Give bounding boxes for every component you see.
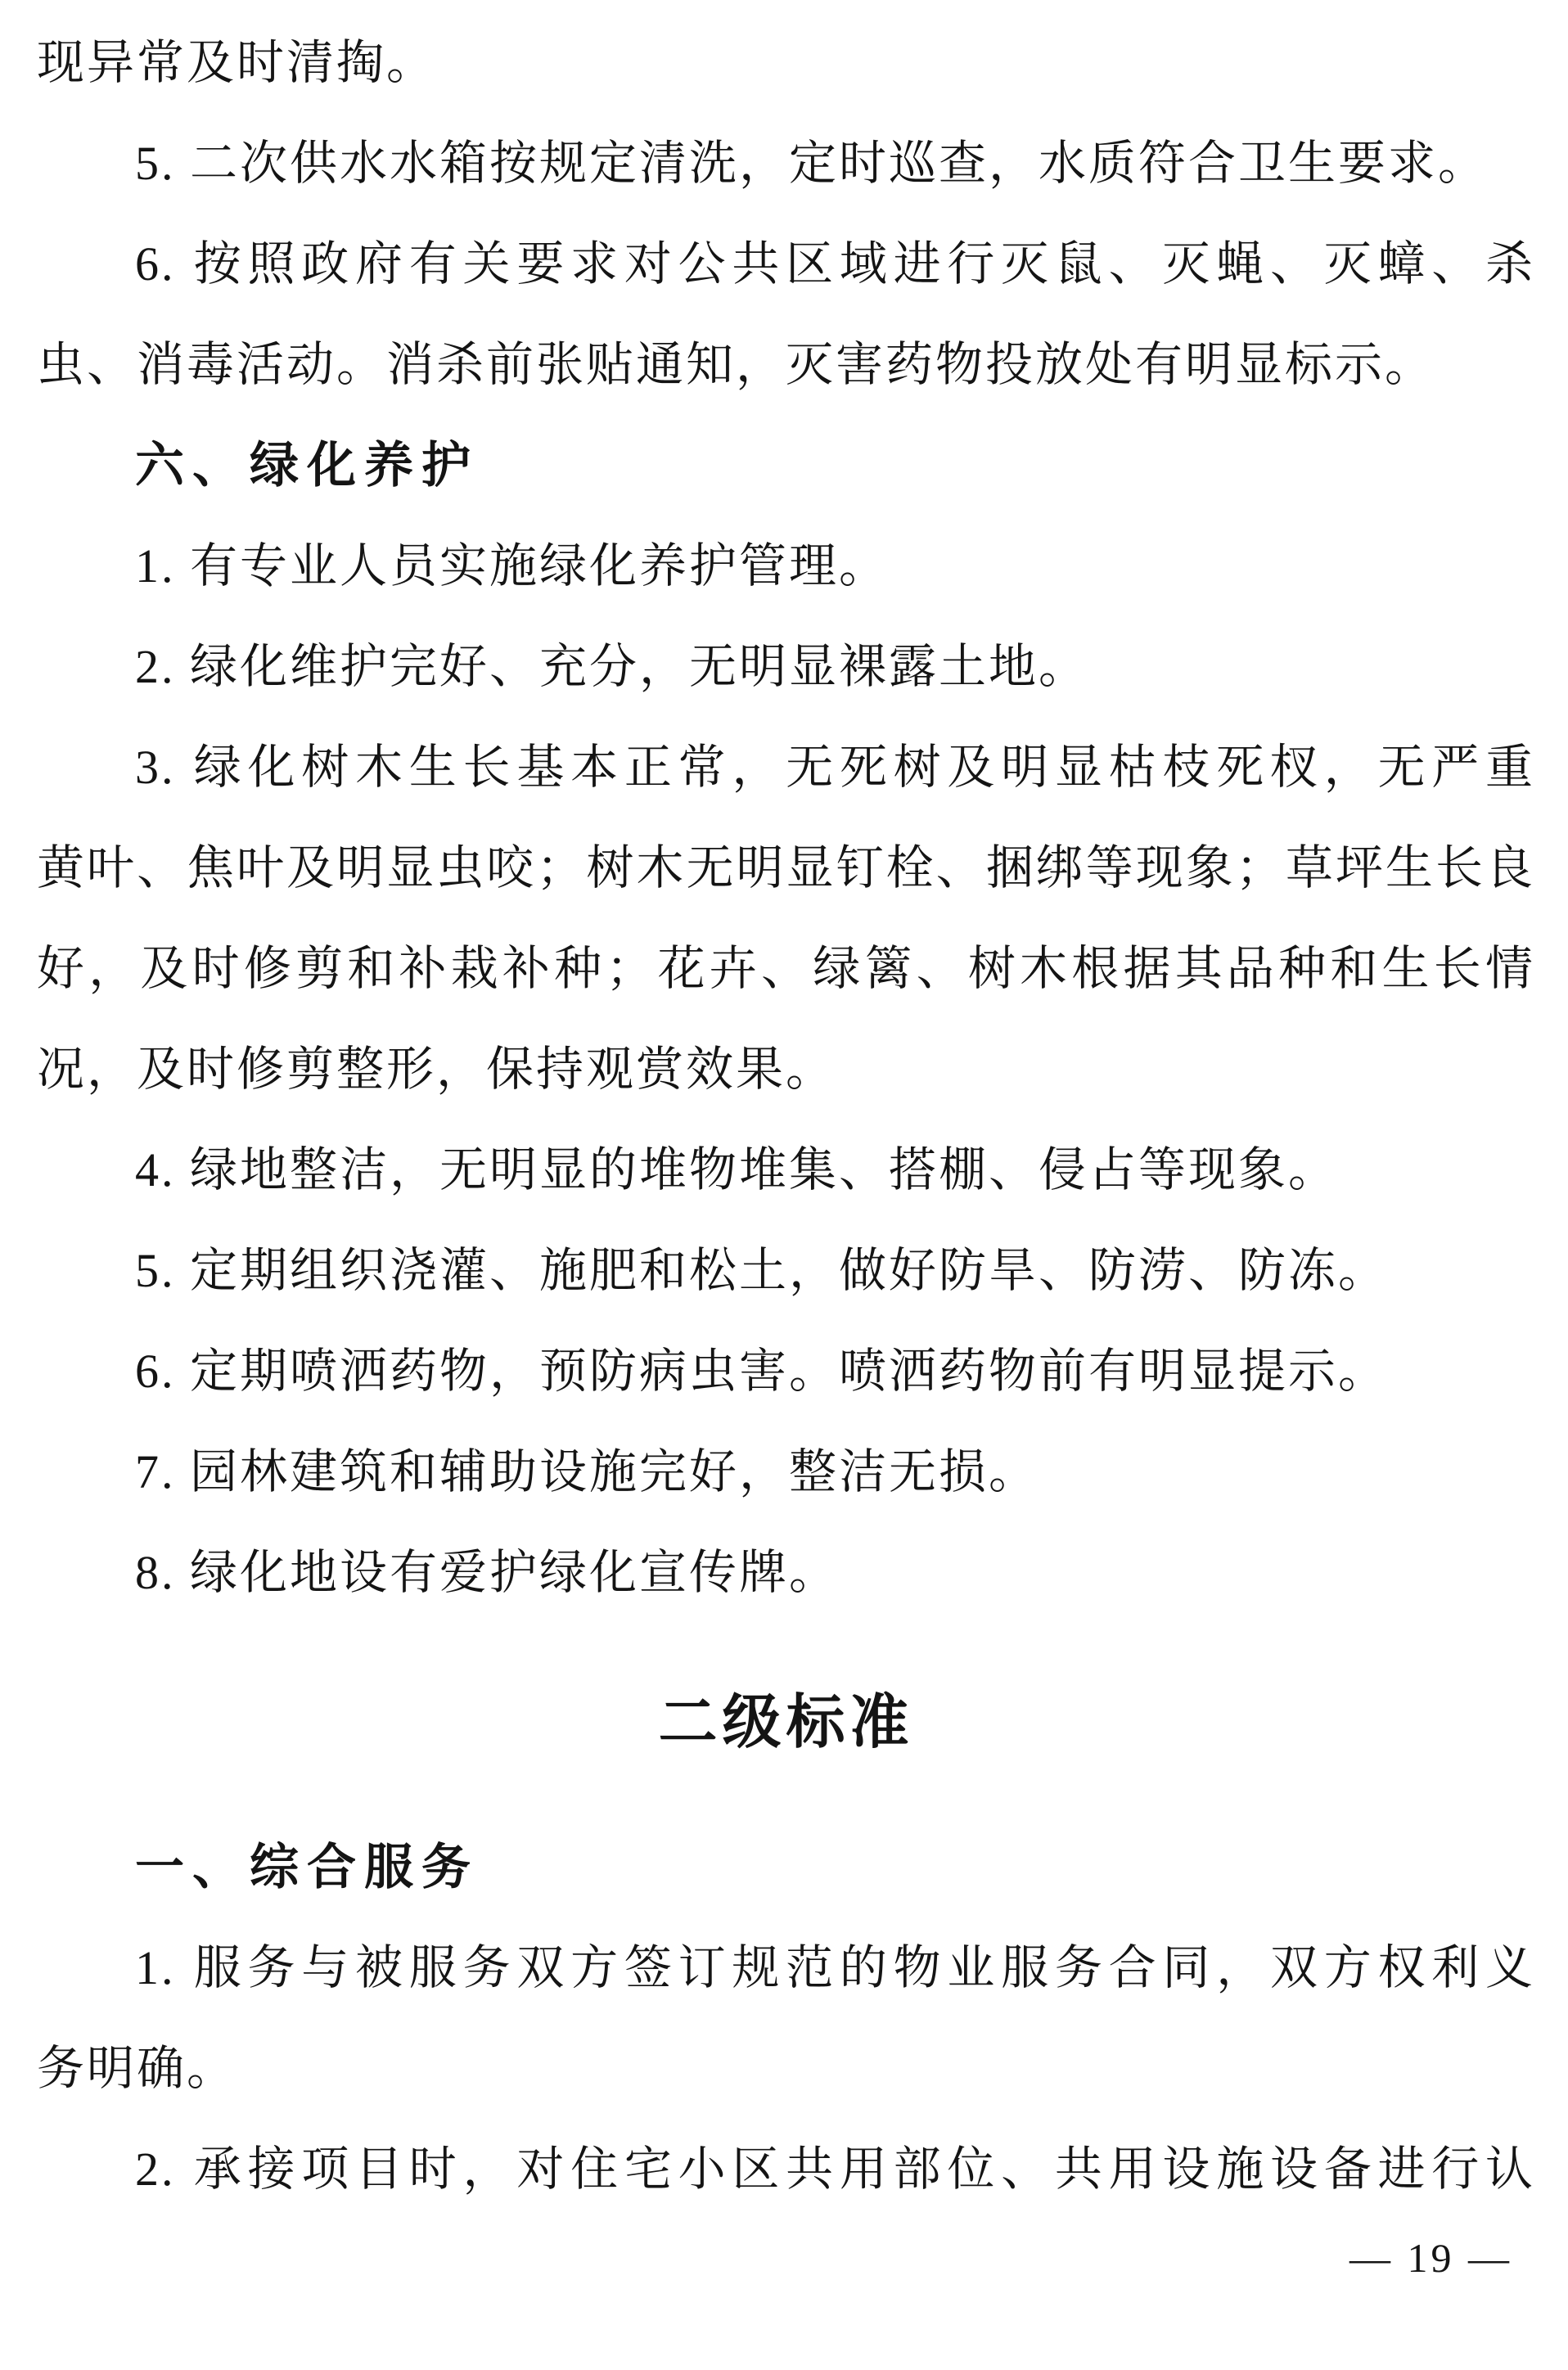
- greening-item-1: 1. 有专业人员实施绿化养护管理。: [135, 539, 890, 592]
- section-heading-greening-maintenance: 六、绿化养护: [135, 438, 479, 493]
- page-number: — 19 —: [1349, 2235, 1512, 2281]
- greening-item-3-line-2: 黄叶、焦叶及明显虫咬；树木无明显钉栓、捆绑等现象；草坪生长良: [37, 841, 1535, 894]
- item-pest-control-line-2: 虫、消毒活动。消杀前张贴通知，灭害药物投放处有明显标示。: [37, 338, 1435, 391]
- greening-item-2: 2. 绿化维护完好、充分，无明显裸露土地。: [135, 640, 1089, 693]
- item-pest-control-line-1: 6. 按照政府有关要求对公共区域进行灭鼠、灭蝇、灭蟑、杀: [135, 237, 1535, 291]
- greening-item-5: 5. 定期组织浇灌、施肥和松土，做好防旱、防涝、防冻。: [135, 1244, 1389, 1297]
- continuation-line: 现异常及时清掏。: [37, 36, 437, 89]
- greening-item-3-line-4: 况，及时修剪整形，保持观赏效果。: [37, 1043, 836, 1096]
- service-item-2-line-1: 2. 承接项目时，对住宅小区共用部位、共用设施设备进行认: [135, 2142, 1535, 2196]
- greening-item-6: 6. 定期喷洒药物，预防病虫害。喷洒药物前有明显提示。: [135, 1345, 1389, 1398]
- greening-item-3-line-1: 3. 绿化树木生长基本正常，无死树及明显枯枝死杈，无严重: [135, 741, 1535, 794]
- item-secondary-water-supply: 5. 二次供水水箱按规定清洗，定时巡查，水质符合卫生要求。: [135, 137, 1489, 190]
- greening-item-7: 7. 园林建筑和辅助设施完好，整洁无损。: [135, 1445, 1039, 1498]
- section-heading-comprehensive-service: 一、综合服务: [135, 1840, 479, 1895]
- greening-item-8: 8. 绿化地设有爱护绿化宣传牌。: [135, 1546, 840, 1599]
- level-two-standard-title: 二级标准: [658, 1690, 914, 1755]
- greening-item-4: 4. 绿地整洁，无明显的堆物堆集、搭棚、侵占等现象。: [135, 1143, 1339, 1196]
- service-item-1-line-1: 1. 服务与被服务双方签订规范的物业服务合同，双方权利义: [135, 1941, 1535, 1994]
- service-item-1-line-2: 务明确。: [37, 2042, 237, 2095]
- greening-item-3-line-3: 好，及时修剪和补栽补种；花卉、绿篱、树木根据其品种和生长情: [37, 942, 1535, 995]
